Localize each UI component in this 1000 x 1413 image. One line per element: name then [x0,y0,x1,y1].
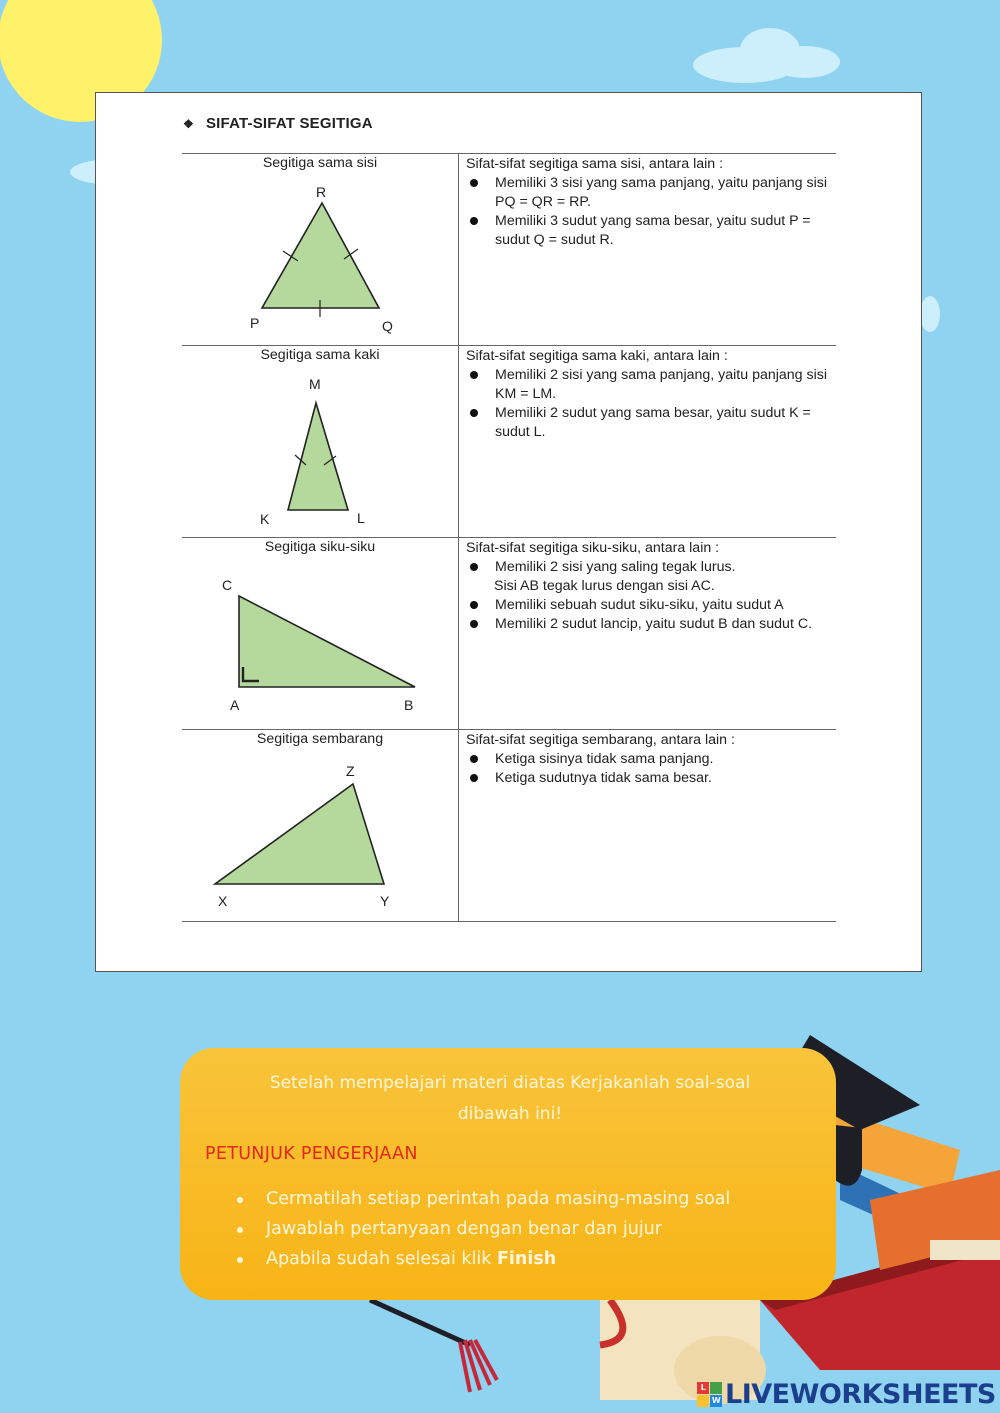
table-row [182,347,458,537]
vertex-label: L [357,510,365,526]
properties-cell [466,539,846,634]
properties-intro: Sifat-sifat segitiga sama sisi, antara lain : [466,156,724,172]
vertex-label: Z [346,763,355,779]
table-line [182,921,836,922]
finish-keyword: Finish [496,1249,557,1269]
vertex-label: K [260,511,270,527]
diamond-bullet-icon: ❖ [183,117,194,131]
properties-list [466,558,846,577]
properties-cell [466,347,846,442]
list-item: Cermatilah setiap perintah pada masing-masing soal [232,1184,730,1214]
table-line [182,537,836,538]
instructions-list [232,1184,730,1274]
properties-cell [466,731,846,788]
table-divider [458,153,459,921]
table-line [182,729,836,730]
vertex-label: Q [382,318,393,334]
properties-note: Sisi AB tegak lurus dengan sisi AC. [494,578,715,594]
properties-list [466,750,846,788]
list-item: Memiliki 2 sudut yang sama besar, yaitu sudut K = sudut L. [466,404,846,442]
list-item-text: Apabila sudah selesai klik [266,1249,497,1269]
properties-list [466,596,846,634]
properties-cell [466,155,846,250]
right-triangle-figure [182,539,458,729]
table-row [182,155,458,345]
liveworksheets-logo [697,1377,996,1411]
list-item: Memiliki 2 sisi yang saling tegak lurus. [466,558,846,577]
vertex-label: A [230,697,240,713]
isosceles-triangle-figure [182,347,458,537]
vertex-label: M [309,376,321,392]
list-item: Ketiga sisinya tidak sama panjang. [466,750,846,769]
properties-intro: Sifat-sifat segitiga siku-siku, antara lain : [466,540,720,556]
list-item: Jawablah pertanyaan dengan benar dan jujur [232,1214,730,1244]
table-line [182,153,836,154]
vertex-label: R [316,184,327,200]
properties-list [466,174,846,250]
shape-title: Segitiga sama kaki [260,347,380,363]
scalene-triangle-figure [182,731,458,921]
instructions-heading: PETUNJUK PENGERJAAN [205,1144,418,1164]
list-item: Memiliki 3 sudut yang sama besar, yaitu sudut P = sudut Q = sudut R. [466,212,846,250]
card-intro: Setelah mempelajari materi diatas Kerjakanlah soal-soal dibawah ini! [269,1073,751,1124]
properties-intro: Sifat-sifat segitiga sama kaki, antara lain : [466,348,728,364]
logo-mark-letter: L [697,1382,709,1394]
instruction-card [180,1048,836,1300]
table-row [182,731,458,921]
logo-mark-icon [697,1382,722,1407]
list-item: Memiliki 2 sudut lancip, yaitu sudut B dan sudut C. [466,615,846,634]
material-sheet [95,92,922,972]
shape-title: Segitiga sembarang [256,731,384,747]
list-item: Memiliki 3 sisi yang sama panjang, yaitu panjang sisi PQ = QR = RP. [466,174,846,212]
properties-intro: Sifat-sifat segitiga sembarang, antara lain : [466,732,735,748]
vertex-label: P [250,315,260,331]
logo-mark-letter: W [711,1395,721,1405]
vertex-label: Y [380,893,390,909]
sheet-title: ❖ SIFAT-SIFAT SEGITIGA [183,115,373,132]
list-item: Memiliki sebuah sudut siku-siku, yaitu sudut A [466,596,846,615]
table-row [182,539,458,729]
shape-title: Segitiga siku-siku [264,539,376,555]
logo-text: LIVEWORKSHEETS [725,1378,996,1410]
vertex-label: X [218,893,228,909]
list-item: Memiliki 2 sisi yang sama panjang, yaitu panjang sisi KM = LM. [466,366,846,404]
table-line [182,345,836,346]
list-item [232,1244,730,1274]
list-item: Ketiga sudutnya tidak sama besar. [466,769,846,788]
vertex-label: B [404,697,414,713]
shape-title: Segitiga sama sisi [262,155,378,171]
properties-list [466,366,846,442]
vertex-label: C [222,577,233,593]
equilateral-triangle-figure [182,155,458,345]
